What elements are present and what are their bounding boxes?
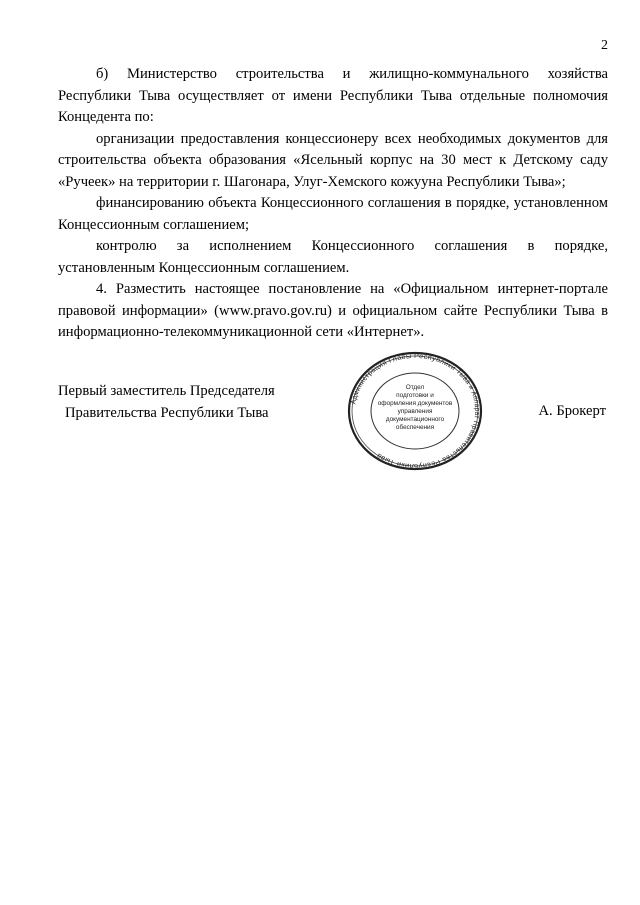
stamp-line-4: управления bbox=[397, 408, 433, 415]
paragraph-documents: организации предоставления концессионеру всех необходимых документов для строительства объекта образования «Ясельный корпус на 30 мест к Детскому саду «Ручеек» на территории г. Шагонара, Улуг-Хемского кожууна Республики Тыва»; bbox=[58, 130, 608, 190]
paragraph-financing: финансированию объекта Концессионного соглашения в порядке, установленном Концессионным соглашением; bbox=[58, 195, 608, 233]
paragraph-control: контролю за исполнением Концессионного соглашения в порядке, установленным Концессионным соглашением. bbox=[58, 238, 608, 276]
paragraph-ministry-powers: б) Министерство строительства и жилищно-коммунального хозяйства Республики Тыва осуществляет от имени Республики Тыва отдельные полномочия Концедента по: bbox=[58, 66, 608, 125]
signer-position-line-1: Первый заместитель Председателя bbox=[58, 383, 275, 399]
page-number: 2 bbox=[601, 38, 608, 53]
document-body bbox=[58, 64, 608, 344]
stamp-line-5: документационного bbox=[385, 416, 445, 423]
stamp-line-3: оформления документов bbox=[377, 400, 453, 407]
stamp-ring-text: Администрация Главы Республики Тыва и Аппарат Правительства Республики Тыва bbox=[350, 353, 481, 469]
paragraph-publication: 4. Разместить настоящее постановление на «Официальном интернет-портале правовой информации» (www.pravo.gov.ru) и официальном сайте Республики Тыва в информационно-телекоммуникационной сети «Интернет». bbox=[58, 281, 608, 340]
stamp-seal-graphic bbox=[346, 351, 484, 471]
stamp-line-2: подготовки и bbox=[396, 392, 434, 399]
signer-position-line-2: Правительства Республики Тыва bbox=[65, 404, 269, 421]
stamp-line-6: обеспечения bbox=[395, 424, 435, 431]
signer-position bbox=[58, 381, 275, 424]
stamp-line-1: Отдел bbox=[405, 384, 425, 391]
signer-name: А. Брокерт bbox=[538, 403, 606, 419]
official-stamp bbox=[346, 351, 484, 471]
